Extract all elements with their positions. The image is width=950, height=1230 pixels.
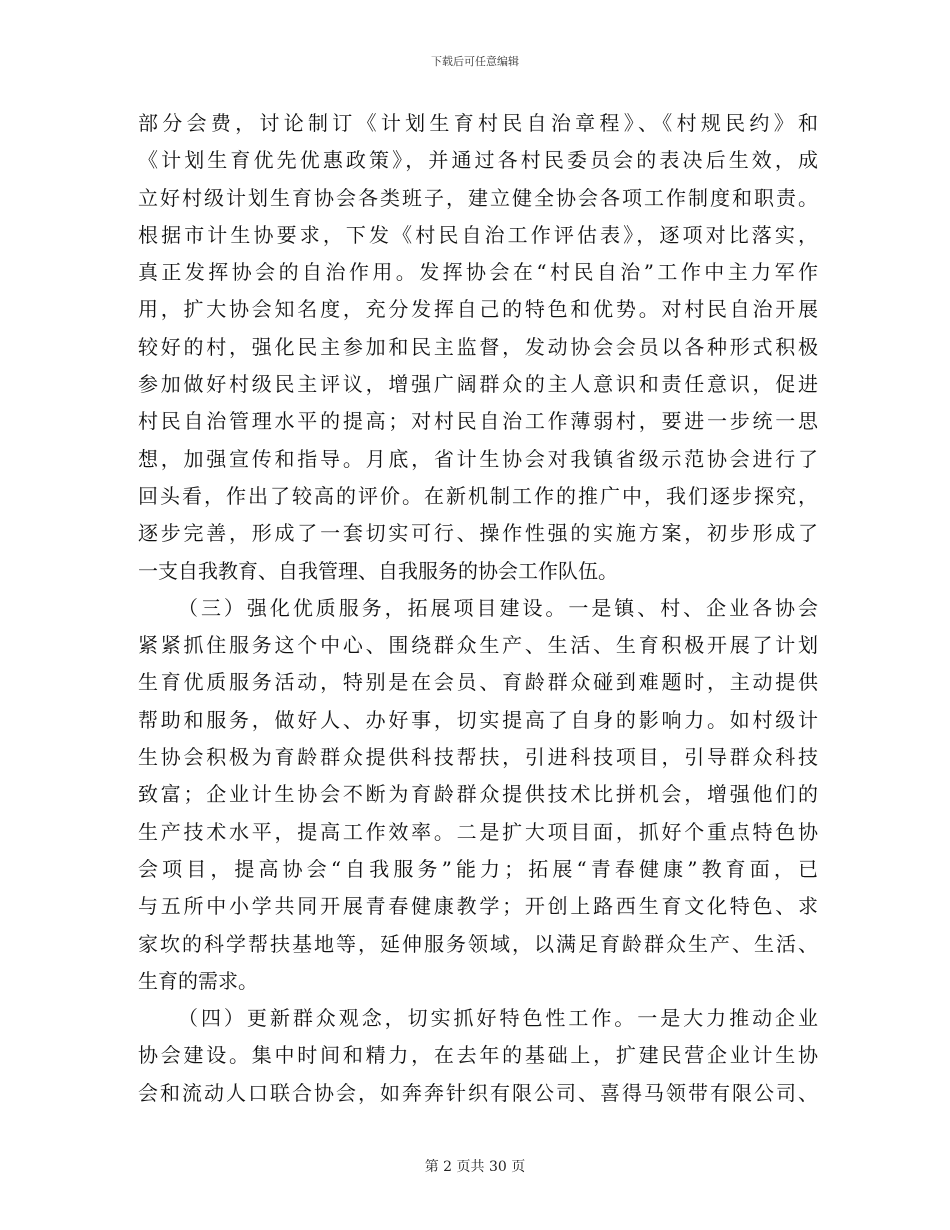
text-line: 生育的需求。 — [138, 968, 258, 993]
text-line: 生产技术水平，提高工作效率。二是扩大项目面，抓好个重点特色协 — [138, 819, 818, 844]
text-line: 回头看，作出了较高的评价。在新机制工作的推广中，我们逐步探究， — [138, 483, 818, 508]
text-line: 生协会积极为育龄群众提供科技帮扶，引进科技项目，引导群众科技 — [138, 745, 818, 770]
text-line: 生育优质服务活动，特别是在会员、育龄群众碰到难题时，主动提供 — [138, 670, 818, 695]
text-line: 会项目，提高协会“自我服务”能力；拓展“青春健康”教育面，已 — [138, 856, 818, 881]
text-line: 根据市计生协要求，下发《村民自治工作评估表》，逐项对比落实， — [138, 222, 818, 247]
text-line: 想，加强宣传和指导。月底，省计生协会对我镇省级示范协会进行了 — [138, 446, 818, 471]
text-line: 用，扩大协会知名度，充分发挥自己的特色和优势。对村民自治开展 — [138, 297, 818, 322]
text-line: 会和流动人口联合协会，如奔奔针织有限公司、喜得马领带有限公司、 — [138, 1080, 818, 1105]
text-line: 部分会费，讨论制订《计划生育村民自治章程》、《村规民约》和 — [138, 111, 818, 135]
page-header: 下载后可任意编辑 — [431, 55, 519, 68]
text-line: 协会建设。集中时间和精力，在去年的基础上，扩建民营企业计生协 — [138, 1043, 818, 1068]
text-line: 真正发挥协会的自治作用。发挥协会在“村民自治”工作中主力军作 — [138, 260, 818, 285]
text-line: 村民自治管理水平的提高；对村民自治工作薄弱村，要进一步统一思 — [138, 409, 818, 434]
text-line: 家坎的科学帮扶基地等，延伸服务领域，以满足育龄群众生产、生活、 — [138, 931, 818, 956]
text-line: 帮助和服务，做好人、办好事，切实提高了自身的影响力。如村级计 — [138, 707, 818, 732]
paragraph-start-line: （三）强化优质服务，拓展项目建设。一是镇、村、企业各协会 — [178, 595, 818, 620]
page-footer: 第 2 页共 30 页 — [424, 1159, 526, 1175]
text-line: 较好的村，强化民主参加和民主监督，发动协会会员以各种形式积极 — [138, 334, 818, 359]
document-body — [138, 105, 818, 1112]
text-line: 紧紧抓住服务这个中心、围绕群众生产、生活、生育积极开展了计划 — [138, 633, 818, 658]
text-line: 立好村级计划生育协会各类班子，建立健全协会各项工作制度和职责。 — [138, 185, 818, 210]
text-line: 《计划生育优先优惠政策》，并通过各村民委员会的表决后生效，成 — [138, 148, 818, 173]
text-line: 致富；企业计生协会不断为育龄群众提供技术比拼机会，增强他们的 — [138, 782, 818, 807]
text-line: 参加做好村级民主评议，增强广阔群众的主人意识和责任意识，促进 — [138, 372, 818, 397]
text-line: 逐步完善，形成了一套切实可行、操作性强的实施方案，初步形成了 — [138, 521, 818, 546]
text-line: 一支自我教育、自我管理、自我服务的协会工作队伍。 — [138, 558, 618, 583]
paragraph-start-line: （四）更新群众观念，切实抓好特色性工作。一是大力推动企业 — [178, 1006, 818, 1031]
text-line: 与五所中小学共同开展青春健康教学；开创上路西生育文化特色、求 — [138, 894, 818, 919]
